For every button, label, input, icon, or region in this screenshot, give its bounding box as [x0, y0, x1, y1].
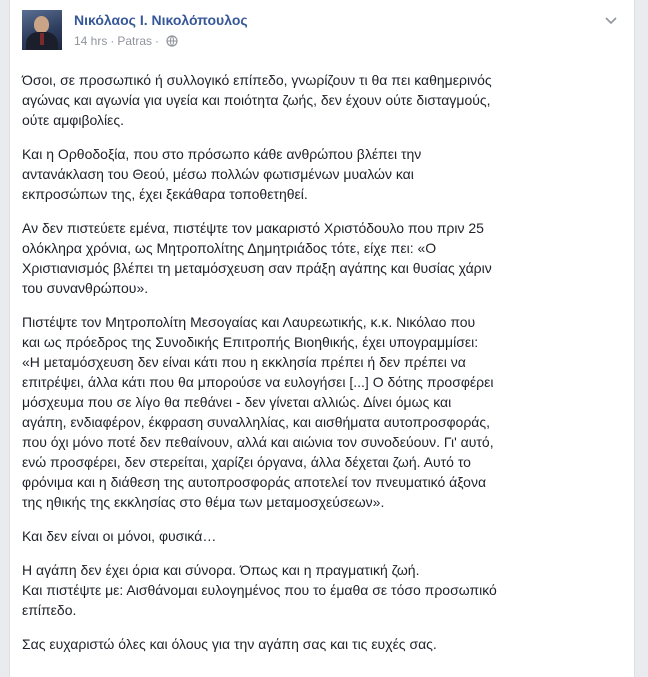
post-line: που όχι μόνο ποτέ δεν πεθαίνουν, αλλά και αιώνια τον συνοδεύουν. Γι' αυτό,: [22, 434, 494, 450]
post-location[interactable]: Patras: [117, 34, 153, 48]
post-line: Και η Ορθοδοξία, που στο πρόσωπο κάθε ανθρώπου βλέπει την: [22, 146, 422, 162]
author-avatar[interactable]: [22, 10, 62, 50]
post-line: Όσοι, σε προσωπικό ή συλλογικό επίπεδο, γνωρίζουν τι θα πει καθημερινός: [22, 72, 492, 88]
post-paragraph: [22, 144, 622, 204]
post-line: αντανάκλαση του Θεού, μέσω πολλών φωτισμένων μυαλών και: [22, 166, 414, 182]
chevron-down-icon[interactable]: [604, 16, 618, 26]
post-line: επίπεδο.: [22, 602, 77, 618]
post-line: ενώ προσφέρει, δεν στερείται, χαρίζει όργανα, άλλα δέχεται ζωή. Αυτό το: [22, 454, 471, 470]
avatar-tie: [40, 33, 44, 45]
post-line: του συνανθρώπου».: [22, 280, 149, 296]
post-line: φρόνιμα και η διάθεση της αυτοπροσφοράς αποτελεί τον πνευματικό άξονα: [22, 474, 487, 490]
post-line: Σας ευχαριστώ όλες και όλους για την αγάπη σας και τις ευχές σας.: [22, 636, 437, 652]
post-line: Αν δεν πιστεύετε εμένα, πιστέψτε τον μακαριστό Χριστόδουλο που πριν 25: [22, 220, 484, 236]
post-line: «Η μεταμόσχευση δεν είναι κάτι που η εκκλησία πρέπει ή δεν πρέπει να: [22, 354, 466, 370]
post-paragraph: [22, 634, 622, 654]
post-paragraph: [22, 70, 622, 130]
post-line: και ως πρόεδρος της Συνοδικής Επιτροπής Βιοηθικής, έχει υπογραμμίσει:: [22, 334, 479, 350]
post-line: επιτρέψει, άλλα κάτι που θα μπορούσε να ευλογήσει [...] Ο δότης προσφέρει: [22, 374, 494, 390]
post-body: [22, 70, 622, 668]
post-header: [22, 10, 622, 60]
post-line: αγάπη, ενδιαφέρον, έκφραση συναλληλίας, και αισθήματα αυτοπροσφοράς,: [22, 414, 491, 430]
post-line: μόσχευμα που σε λίγο θα πεθάνει - δεν γίνεται αλλιώς. Δίνει όμως και: [22, 394, 452, 410]
post-paragraph: [22, 218, 622, 298]
post-card: [9, 0, 635, 677]
post-line: Η αγάπη δεν έχει όρια και σύνορα. Όπως και η πραγματική ζωή.: [22, 562, 420, 578]
globe-icon: [166, 35, 178, 47]
meta-separator: ·: [110, 34, 115, 48]
post-timestamp[interactable]: 14 hrs: [74, 34, 108, 48]
post-line: ούτε αμφιβολίες.: [22, 112, 125, 128]
post-line: εκπροσώπων της, έχει ξεκάθαρα τοποθετηθεί.: [22, 186, 308, 202]
avatar-head: [34, 16, 49, 33]
post-line: αγώνας και αγωνία για υγεία και ποιότητα ζωής, δεν έχουν ούτε δισταγμούς,: [22, 92, 491, 108]
post-meta: [74, 34, 178, 48]
meta-separator-2: ·: [155, 34, 160, 48]
post-line: της ηθικής της εκκλησίας στο θέμα των μεταμοσχεύσεων».: [22, 494, 385, 510]
post-line: ολόκληρα χρόνια, ως Μητροπολίτης Δημητριάδος τότε, είχε πει: «Ο: [22, 240, 437, 256]
post-line: Χριστιανισμός βλέπει τη μεταμόσχευση σαν πράξη αγάπης και θυσίας χάριν: [22, 260, 492, 276]
post-line: Και πιστέψτε με: Αισθάνομαι ευλογημένος που το έμαθα σε τόσο προσωπικό: [22, 582, 497, 598]
post-paragraph: [22, 560, 622, 620]
post-line: Και δεν είναι οι μόνοι, φυσικά…: [22, 528, 217, 544]
post-paragraph: [22, 526, 622, 546]
post-line: Πιστέψτε τον Μητροπολίτη Μεσογαίας και Λαυρεωτικής, κ.κ. Νικόλαο που: [22, 314, 476, 330]
author-name[interactable]: Νικόλαος Ι. Νικολόπουλος: [74, 12, 248, 28]
post-paragraph: [22, 312, 622, 512]
